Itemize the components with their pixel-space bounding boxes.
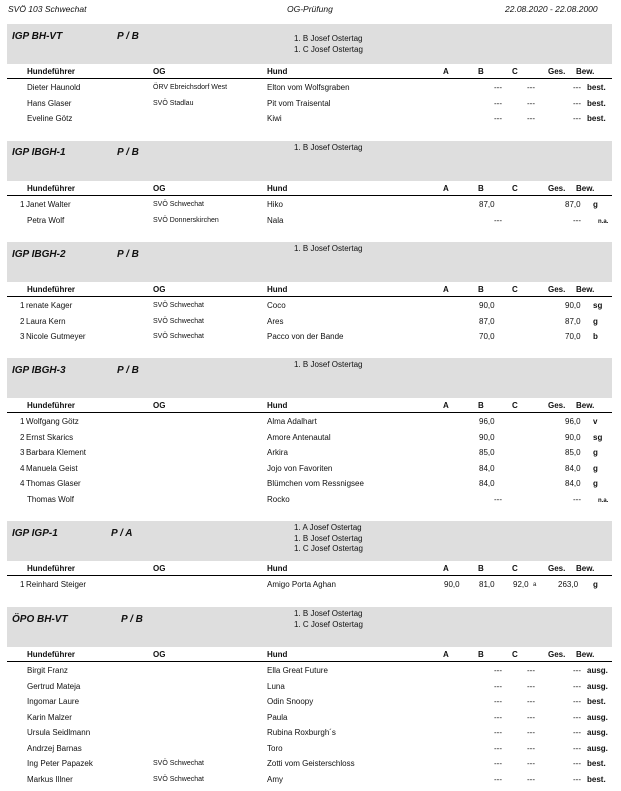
column-header [7, 284, 612, 297]
column-header [7, 183, 612, 196]
rank: 1 [20, 417, 25, 426]
section-title: IGP IBGH-1 [12, 147, 66, 158]
section-title: IGP BH-VT [12, 31, 63, 42]
rating: g [593, 463, 598, 473]
score-total: 87,0 [565, 200, 581, 209]
column-header-ges: Ges. [548, 285, 566, 294]
dog-name: Coco [267, 301, 286, 310]
rank: 3 [20, 448, 25, 457]
column-header-a: A [443, 67, 449, 76]
column-header-c: C [512, 650, 518, 659]
rating: g [593, 479, 598, 488]
handler-name: Thomas Glaser [26, 479, 81, 488]
table-row [7, 494, 612, 510]
handler-name: Manuela Geist [26, 463, 78, 473]
score-a: 90,0 [444, 580, 460, 589]
judge-entry: 1. C Josef Ostertag [294, 619, 363, 629]
score-c: --- [527, 743, 535, 753]
score-total: --- [573, 215, 581, 225]
handler-name: Ernst Skarics [26, 432, 74, 442]
judge-entry: 1. B Josef Ostertag [294, 360, 363, 369]
column-header-bew: Bew. [576, 650, 595, 659]
column-header-hund: Hund [267, 564, 288, 573]
handler-name: Hans Glaser [27, 98, 72, 108]
judge-entry: 1. B Josef Ostertag [294, 533, 363, 543]
judges-list [294, 523, 363, 555]
dog-name: Alma Adalhart [267, 417, 317, 426]
score-c-suffix: a [533, 582, 537, 588]
score-total: 263,0 [558, 580, 579, 589]
club: SVÖ Schwechat [153, 201, 204, 208]
rating: best. [587, 114, 606, 123]
section-header [7, 242, 612, 282]
score-total: --- [573, 98, 581, 108]
dog-name: Elton vom Wolfsgraben [267, 83, 350, 92]
score-total: 90,0 [565, 301, 581, 310]
column-header-bew: Bew. [576, 184, 595, 193]
handler-name: Ingomar Laure [27, 697, 80, 706]
column-header-b: B [478, 564, 484, 573]
score-b: 84,0 [479, 463, 495, 473]
score-total: --- [573, 114, 581, 123]
table-row [7, 215, 612, 231]
score-b: --- [494, 743, 502, 753]
section-class: P / B [117, 365, 139, 376]
score-c: --- [527, 681, 535, 691]
judge-entry: 1. C Josef Ostertag [294, 44, 363, 54]
score-c: --- [527, 83, 535, 92]
score-b: 81,0 [479, 580, 495, 589]
handler-name: Nicole Gutmeyer [26, 332, 86, 341]
rank: 2 [20, 432, 25, 442]
score-total: 90,0 [565, 432, 581, 442]
handler-name: Janet Walter [26, 200, 71, 209]
score-c: --- [527, 712, 535, 722]
column-header-hund: Hund [267, 67, 288, 76]
dog-name: Nala [267, 215, 284, 225]
handler-name: Andrzej Barnas [27, 743, 82, 753]
score-total: 85,0 [565, 448, 581, 457]
column-header-a: A [443, 285, 449, 294]
rating: sg [593, 301, 603, 310]
table-row [7, 681, 612, 697]
column-header-og: OG [153, 67, 166, 76]
table-row [7, 463, 612, 479]
column-header-c: C [512, 184, 518, 193]
handler-name: Karin Malzer [27, 712, 72, 722]
score-b: --- [494, 215, 502, 225]
rank: 1 [20, 580, 25, 589]
handler-name: Dieter Haunold [27, 83, 81, 92]
score-b: 96,0 [479, 417, 495, 426]
rating: n.a. [598, 218, 609, 225]
rank: 4 [20, 479, 25, 488]
score-b: --- [494, 681, 502, 691]
section-title: IGP IBGH-3 [12, 365, 66, 376]
rating: ausg. [587, 743, 608, 753]
score-b: 70,0 [479, 332, 495, 341]
club-name: SVÖ 103 Schwechat [8, 4, 87, 14]
table-row [7, 696, 612, 712]
column-header [7, 66, 612, 79]
column-header-b: B [478, 67, 484, 76]
rating: sg [593, 432, 603, 442]
section [7, 358, 612, 509]
table-row [7, 579, 612, 595]
column-header-hund: Hund [267, 401, 288, 410]
score-total: 87,0 [565, 316, 581, 326]
rating: g [593, 316, 598, 326]
column-header-og: OG [153, 650, 166, 659]
dog-name: Paula [267, 712, 288, 722]
score-b: --- [494, 697, 502, 706]
column-header-c: C [512, 67, 518, 76]
column-header-bew: Bew. [576, 564, 595, 573]
judges-list [294, 244, 362, 255]
score-b: --- [494, 712, 502, 722]
column-header-og: OG [153, 564, 166, 573]
judge-entry: 1. A Josef Ostertag [294, 523, 362, 532]
table-row [7, 113, 612, 129]
dog-name: Jojo von Favoriten [267, 463, 333, 473]
score-c: 92,0 [513, 580, 529, 589]
score-c: --- [527, 759, 535, 768]
table-row [7, 199, 612, 215]
dog-name: Pit vom Traisental [267, 98, 331, 108]
column-header-bew: Bew. [576, 285, 595, 294]
section [7, 24, 612, 129]
score-b: 87,0 [479, 200, 495, 209]
judge-entry: 1. B Josef Ostertag [294, 244, 363, 253]
handler-name: Ing Peter Papazek [27, 759, 93, 768]
score-total: --- [573, 681, 581, 691]
handler-name: Laura Kern [26, 316, 66, 326]
handler-name: Wolfgang Götz [26, 417, 79, 426]
section [7, 242, 612, 347]
event-title: OG-Prüfung [287, 4, 333, 14]
column-header [7, 563, 612, 576]
score-b: --- [494, 728, 502, 737]
score-c: --- [527, 114, 535, 123]
column-header-hund: Hund [267, 285, 288, 294]
score-total: --- [573, 83, 581, 92]
club: SVÖ Stadlau [153, 99, 194, 107]
score-total: --- [573, 666, 581, 675]
dog-name: Blümchen vom Ressnigsee [267, 479, 364, 488]
table-row [7, 316, 612, 332]
column-header-a: A [443, 564, 449, 573]
dog-name: Amigo Porta Aghan [267, 580, 336, 589]
club: ÖRV Ebreichsdorf West [153, 84, 228, 91]
dog-name: Hiko [267, 200, 284, 209]
column-header-hf: Hundeführer [27, 564, 75, 573]
judge-entry: 1. B Josef Ostertag [294, 609, 363, 618]
column-header-ges: Ges. [548, 401, 566, 410]
rating: best. [587, 759, 606, 768]
score-b: --- [494, 494, 502, 504]
table-row [7, 712, 612, 728]
dog-name: Odin Snoopy [267, 697, 314, 706]
score-total: 84,0 [565, 463, 581, 473]
judge-entry: 1. C Josef Ostertag [294, 544, 363, 553]
dog-name: Amore Antenautal [267, 432, 331, 442]
column-header-ges: Ges. [548, 184, 566, 193]
club: SVÖ Schwechat [153, 760, 204, 767]
rating: g [593, 580, 598, 589]
handler-name: Ursula Seidlmann [27, 728, 91, 737]
event-date: 22.08.2020 - 22.08.2000 [505, 4, 598, 14]
score-total: --- [573, 494, 581, 504]
column-header [7, 400, 612, 413]
column-header-b: B [478, 184, 484, 193]
rating: ausg. [587, 712, 608, 722]
column-header [7, 649, 612, 662]
section-header [7, 358, 612, 398]
section-title: IGP IBGH-2 [12, 249, 66, 260]
dog-name: Pacco von der Bande [267, 332, 344, 341]
score-b: --- [494, 98, 502, 108]
section-class: P / B [121, 614, 143, 625]
score-c: --- [527, 98, 535, 108]
rank: 1 [20, 301, 25, 310]
table-row [7, 447, 612, 463]
rating: ausg. [587, 681, 608, 691]
section-header [7, 24, 612, 64]
column-header-a: A [443, 401, 449, 410]
rank: 4 [20, 463, 25, 473]
judge-entry: 1. B Josef Ostertag [294, 143, 363, 152]
dog-name: Zotti vom Geisterschloss [267, 759, 355, 768]
score-b: 84,0 [479, 479, 495, 488]
score-b: --- [494, 774, 502, 784]
score-b: --- [494, 666, 502, 675]
column-header-hf: Hundeführer [27, 285, 75, 294]
section-header [7, 141, 612, 181]
section [7, 607, 612, 789]
table-row [7, 758, 612, 774]
column-header-og: OG [153, 401, 166, 410]
column-header-hf: Hundeführer [27, 67, 75, 76]
section-title: ÖPO BH-VT [12, 614, 68, 625]
section-class: P / B [117, 31, 139, 42]
club: SVÖ Donnerskirchen [153, 216, 219, 224]
table-row [7, 743, 612, 759]
section [7, 521, 612, 595]
club: SVÖ Schwechat [153, 333, 204, 340]
column-header-b: B [478, 650, 484, 659]
rating: g [593, 200, 598, 209]
judges-list [294, 143, 362, 154]
column-header-bew: Bew. [576, 67, 595, 76]
column-header-hf: Hundeführer [27, 650, 75, 659]
column-header-b: B [478, 401, 484, 410]
dog-name: Ares [267, 316, 284, 326]
handler-name: Eveline Götz [27, 114, 73, 123]
table-row [7, 432, 612, 448]
score-b: --- [494, 114, 502, 123]
score-b: --- [494, 83, 502, 92]
handler-name: Barbara Klement [26, 448, 87, 457]
section-header [7, 521, 612, 561]
column-header-b: B [478, 285, 484, 294]
dog-name: Kiwi [267, 114, 282, 123]
rating: best. [587, 697, 606, 706]
rating: ausg. [587, 728, 608, 737]
column-header-c: C [512, 564, 518, 573]
dog-name: Amy [267, 774, 283, 784]
club: SVÖ Schwechat [153, 775, 204, 783]
rating: best. [587, 83, 606, 92]
rating: best. [587, 98, 606, 108]
judges-list [294, 34, 363, 55]
club: SVÖ Schwechat [153, 317, 204, 325]
section-header [7, 607, 612, 647]
score-b: 90,0 [479, 301, 495, 310]
rating: best. [587, 774, 606, 784]
column-header-a: A [443, 184, 449, 193]
table-row [7, 665, 612, 681]
rank: 1 [20, 200, 25, 209]
column-header-ges: Ges. [548, 67, 566, 76]
handler-name: Reinhard Steiger [26, 580, 87, 589]
score-c: --- [527, 774, 535, 784]
table-row [7, 331, 612, 347]
section-class: P / B [117, 147, 139, 158]
section-title: IGP IGP-1 [12, 528, 58, 539]
dog-name: Rocko [267, 494, 290, 504]
score-total: --- [573, 743, 581, 753]
section-class: P / A [111, 528, 133, 539]
club: SVÖ Schwechat [153, 302, 204, 309]
table-row [7, 82, 612, 98]
score-b: 85,0 [479, 448, 495, 457]
column-header-hf: Hundeführer [27, 184, 75, 193]
table-row [7, 478, 612, 494]
dog-name: Ella Great Future [267, 666, 328, 675]
column-header-c: C [512, 401, 518, 410]
table-row [7, 774, 612, 790]
handler-name: renate Kager [26, 301, 73, 310]
score-c: --- [527, 666, 535, 675]
dog-name: Rubina Roxburgh´s [267, 728, 336, 737]
handler-name: Gertrud Mateja [27, 681, 81, 691]
table-row [7, 727, 612, 743]
handler-name: Markus Illner [27, 774, 73, 784]
score-total: --- [573, 697, 581, 706]
score-b: 87,0 [479, 316, 495, 326]
rating: b [593, 332, 598, 341]
column-header-og: OG [153, 184, 166, 193]
rank: 3 [20, 332, 25, 341]
handler-name: Thomas Wolf [27, 494, 74, 504]
score-c: --- [527, 728, 535, 737]
column-header-ges: Ges. [548, 564, 566, 573]
column-header-hf: Hundeführer [27, 401, 75, 410]
section-class: P / B [117, 249, 139, 260]
table-row [7, 300, 612, 316]
judges-list [294, 609, 363, 630]
score-total: --- [573, 728, 581, 737]
column-header-c: C [512, 285, 518, 294]
score-c: --- [527, 697, 535, 706]
score-total: 84,0 [565, 479, 581, 488]
dog-name: Toro [267, 743, 283, 753]
section [7, 141, 612, 230]
score-b: --- [494, 759, 502, 768]
column-header-bew: Bew. [576, 401, 595, 410]
rating: g [593, 448, 598, 457]
dog-name: Luna [267, 681, 285, 691]
score-total: --- [573, 759, 581, 768]
column-header-a: A [443, 650, 449, 659]
score-total: --- [573, 712, 581, 722]
score-b: 90,0 [479, 432, 495, 442]
judges-list [294, 360, 362, 371]
handler-name: Petra Wolf [27, 215, 65, 225]
score-total: --- [573, 774, 581, 784]
rating: ausg. [587, 666, 608, 675]
rating: v [593, 417, 598, 426]
judge-entry: 1. B Josef Ostertag [294, 34, 363, 43]
rating: n.a. [598, 497, 609, 504]
column-header-hund: Hund [267, 650, 288, 659]
table-row [7, 416, 612, 432]
score-total: 96,0 [565, 417, 581, 426]
column-header-hund: Hund [267, 184, 288, 193]
column-header-og: OG [153, 285, 166, 294]
handler-name: Birgit Franz [27, 666, 68, 675]
score-total: 70,0 [565, 332, 581, 341]
dog-name: Arkira [267, 448, 288, 457]
table-row [7, 98, 612, 114]
rank: 2 [20, 316, 25, 326]
column-header-ges: Ges. [548, 650, 566, 659]
